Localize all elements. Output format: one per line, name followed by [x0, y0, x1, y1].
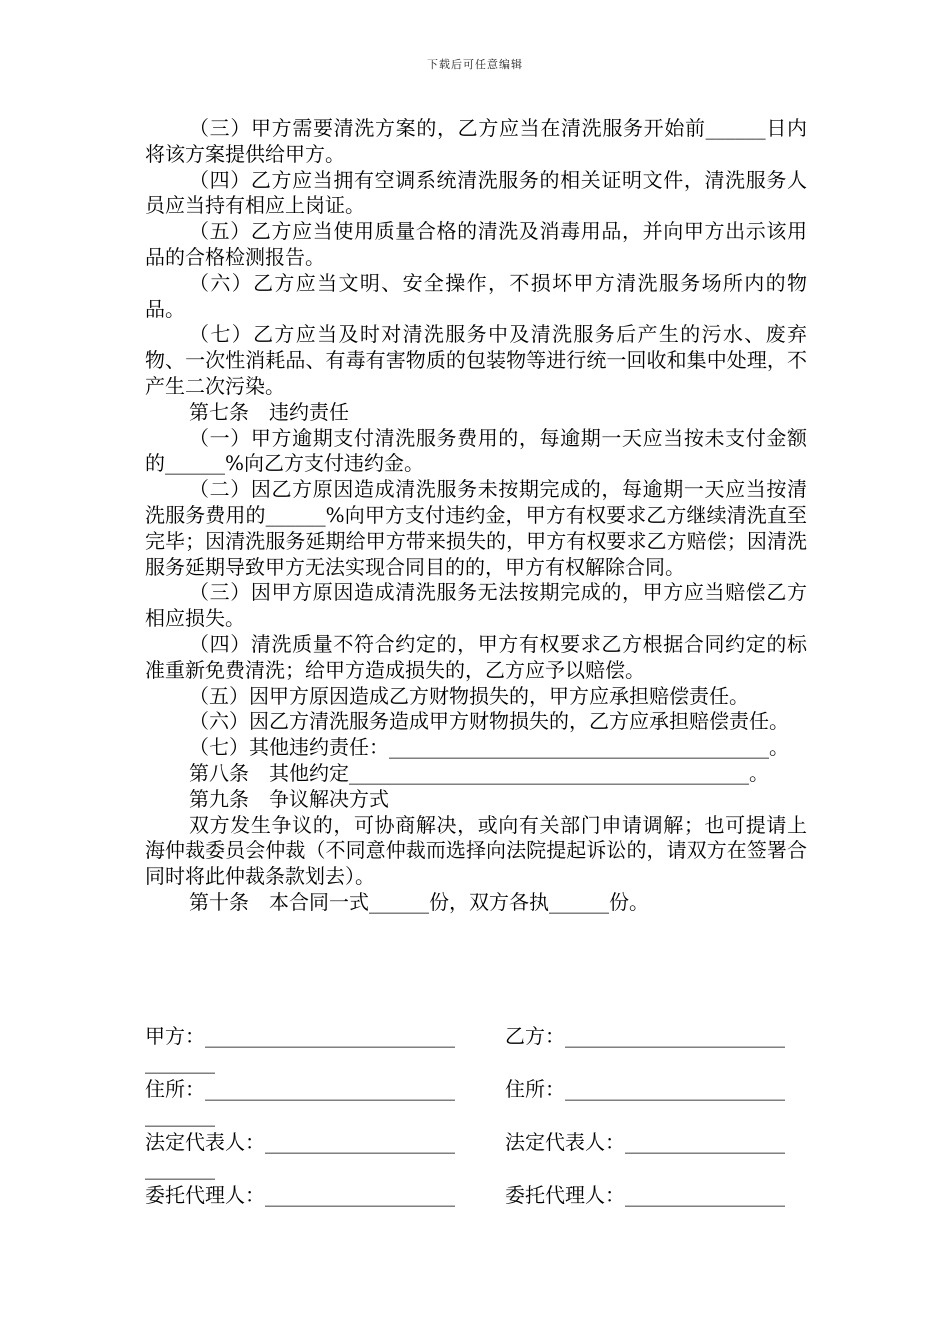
clause-6-7: （七）乙方应当及时对清洗服务中及清洗服务后产生的污水、废弃物、一次性消耗品、有毒有害物质的包装物等进行统一回收和集中处理，不产生二次污染。 — [145, 322, 807, 398]
signature-row-party — [145, 1023, 807, 1049]
party-b-agent-field: 委托代理人：________________ — [505, 1183, 785, 1207]
clause-7-2: （二）因乙方原因造成清洗服务未按期完成的，每逾期一天应当按清洗服务费用的______%向甲方支付违约金，甲方有权要求乙方继续清洗直至完毕；因清洗服务延期给甲方带来损失的，甲方有权要求乙方赔偿；因清洗服务延期导致甲方无法实现合同目的的，甲方有权解除合同。 — [145, 477, 807, 579]
party-a-continuation: _______ — [145, 1050, 215, 1074]
clause-6-4: （四）乙方应当拥有空调系统清洗服务的相关证明文件，清洗服务人员应当持有相应上岗证。 — [145, 167, 807, 218]
clause-7-4: （四）清洗质量不符合约定的，甲方有权要求乙方根据合同约定的标准重新免费清洗；给甲方造成损失的，乙方应予以赔偿。 — [145, 631, 807, 682]
article-10: 第十条 本合同一式______份，双方各执______份。 — [189, 889, 649, 914]
signature-row-address — [145, 1076, 807, 1102]
clause-6-6: （六）乙方应当文明、安全操作，不损坏甲方清洗服务场所内的物品。 — [145, 270, 807, 321]
signature-row-representative — [145, 1129, 807, 1155]
party-a-address-field: 住所：_________________________ — [145, 1077, 455, 1101]
article-9-heading: 第九条 争议解决方式 — [189, 786, 389, 811]
clause-6-5: （五）乙方应当使用质量合格的清洗及消毒用品，并向甲方出示该用品的合格检测报告。 — [145, 219, 807, 269]
page-header: 下载后可任意编辑 — [427, 58, 523, 71]
clause-7-7: （七）其他违约责任：______________________________________。 — [189, 735, 789, 760]
clause-7-3: （三）因甲方原因造成清洗服务无法按期完成的，甲方应当赔偿乙方相应损失。 — [145, 580, 807, 631]
party-a-field: 甲方：_________________________ — [145, 1024, 455, 1048]
party-a-agent-field: 委托代理人：___________________ — [145, 1183, 455, 1207]
clause-7-5: （五）因甲方原因造成乙方财物损失的，甲方应承担赔偿责任。 — [189, 683, 749, 708]
contract-body — [145, 116, 807, 916]
article-9-body: 双方发生争议的，可协商解决，或向有关部门申请调解；也可提请上海仲裁委员会仲裁（不同意仲裁而选择向法院提起诉讼的，请双方在签署合同时将此仲裁条款划去）。 — [145, 812, 807, 889]
signature-row-agent — [145, 1182, 807, 1208]
address-continuation: _______ — [145, 1103, 215, 1127]
clause-7-6: （六）因乙方清洗服务造成甲方财物损失的，乙方应承担赔偿责任。 — [189, 709, 789, 734]
party-b-rep-field: 法定代表人：________________ — [505, 1130, 785, 1154]
clause-6-3: （三）甲方需要清洗方案的，乙方应当在清洗服务开始前______日内将该方案提供给甲方。 — [145, 116, 807, 166]
party-b-address-field: 住所：______________________ — [505, 1077, 785, 1101]
clause-7-1: （一）甲方逾期支付清洗服务费用的，每逾期一天应当按未支付金额的______%向乙方支付违约金。 — [145, 425, 807, 476]
party-a-rep-field: 法定代表人：___________________ — [145, 1130, 455, 1154]
party-b-field: 乙方：______________________ — [505, 1024, 785, 1048]
article-8: 第八条 其他约定________________________________________。 — [189, 760, 769, 785]
article-7-heading: 第七条 违约责任 — [189, 399, 349, 424]
rep-continuation: _______ — [145, 1156, 215, 1180]
